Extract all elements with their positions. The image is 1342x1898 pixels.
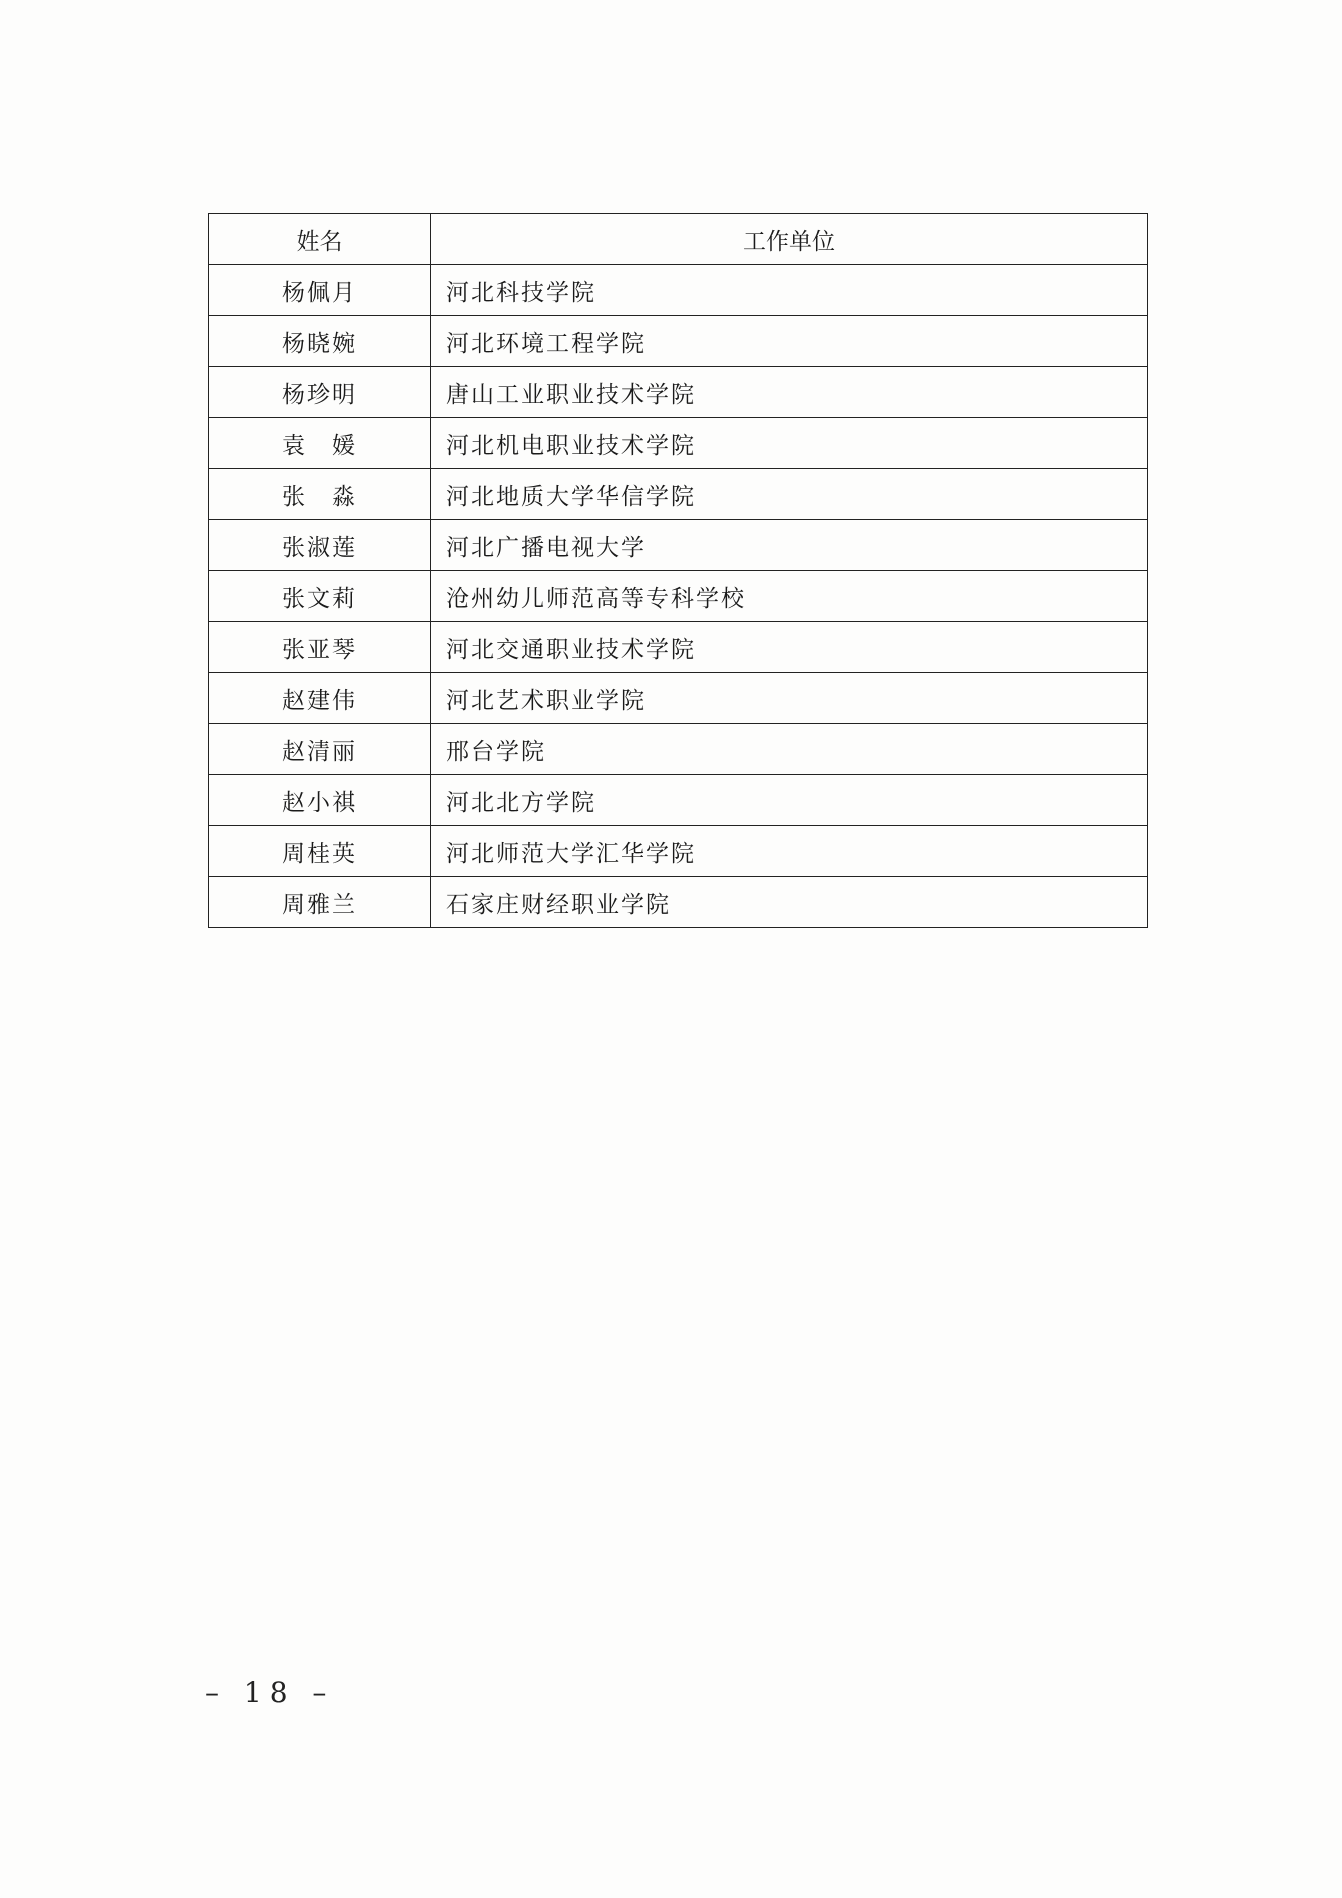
person-name: 张淑莲: [209, 520, 431, 571]
work-unit: 河北环境工程学院: [431, 316, 1148, 367]
work-unit: 唐山工业职业技术学院: [431, 367, 1148, 418]
table-row: [209, 724, 1148, 775]
table-row: [209, 775, 1148, 826]
table-row: [209, 826, 1148, 877]
roster-body: [209, 265, 1148, 928]
person-name: 赵建伟: [209, 673, 431, 724]
roster-table: [208, 213, 1148, 928]
work-unit: 河北交通职业技术学院: [431, 622, 1148, 673]
person-name: 赵清丽: [209, 724, 431, 775]
person-name: 杨佩月: [209, 265, 431, 316]
work-unit: 沧州幼儿师范高等专科学校: [431, 571, 1148, 622]
person-name: 袁 媛: [209, 418, 431, 469]
work-unit: 河北科技学院: [431, 265, 1148, 316]
table-row: [209, 418, 1148, 469]
table-row: [209, 877, 1148, 928]
person-name: 周雅兰: [209, 877, 431, 928]
header-unit: 工作单位: [431, 214, 1148, 265]
work-unit: 河北地质大学华信学院: [431, 469, 1148, 520]
work-unit: 河北北方学院: [431, 775, 1148, 826]
table-row: [209, 367, 1148, 418]
table-row: [209, 265, 1148, 316]
table-row: [209, 673, 1148, 724]
table-header-row: [209, 214, 1148, 265]
header-name: 姓名: [209, 214, 431, 265]
work-unit: 石家庄财经职业学院: [431, 877, 1148, 928]
person-name: 张文莉: [209, 571, 431, 622]
work-unit: 河北师范大学汇华学院: [431, 826, 1148, 877]
person-name: 张 淼: [209, 469, 431, 520]
table-row: [209, 469, 1148, 520]
person-name: 杨珍明: [209, 367, 431, 418]
page-number: – 18 –: [205, 1676, 335, 1709]
table-row: [209, 316, 1148, 367]
work-unit: 河北机电职业技术学院: [431, 418, 1148, 469]
table-row: [209, 571, 1148, 622]
work-unit: 河北艺术职业学院: [431, 673, 1148, 724]
table-row: [209, 520, 1148, 571]
work-unit: 河北广播电视大学: [431, 520, 1148, 571]
person-name: 赵小祺: [209, 775, 431, 826]
person-name: 张亚琴: [209, 622, 431, 673]
person-name: 周桂英: [209, 826, 431, 877]
person-name: 杨晓婉: [209, 316, 431, 367]
table-row: [209, 622, 1148, 673]
work-unit: 邢台学院: [431, 724, 1148, 775]
